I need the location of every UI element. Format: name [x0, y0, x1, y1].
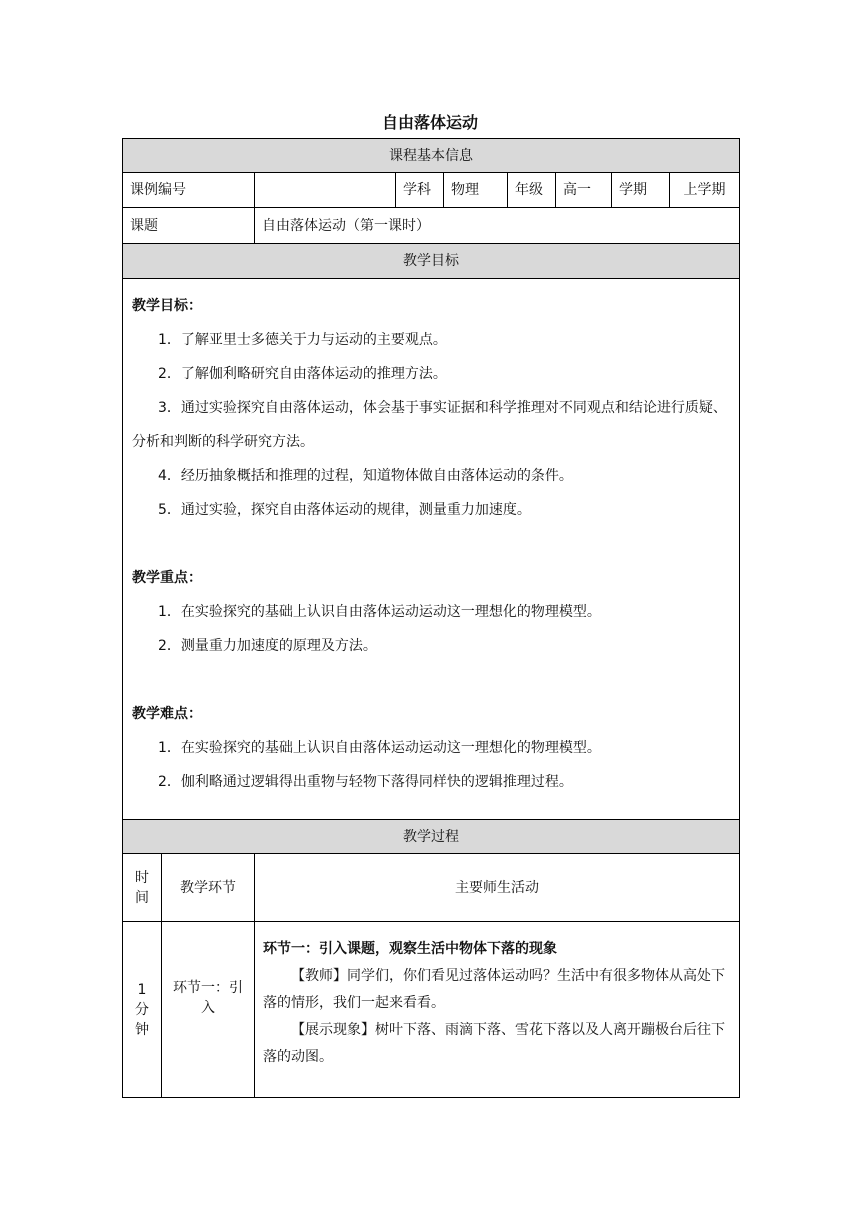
stage-column-header: 教学环节: [162, 854, 255, 922]
activity-paragraph: 【教师】同学们，你们看见过落体运动吗？生活中有很多物体从高处下落的情形，我们一起来看看。: [263, 968, 725, 1011]
lesson-plan-table: [122, 138, 740, 1098]
key-point-item: 1．在实验探究的基础上认识自由落体运动运动这一理想化的物理模型。: [158, 604, 601, 620]
goal-item: 4．经历抽象概括和推理的过程，知道物体做自由落体运动的条件。: [158, 468, 573, 484]
subject-value: 物理: [444, 173, 508, 208]
activity-column-header: 主要师生活动: [255, 854, 740, 922]
time-value: 钟: [135, 1021, 149, 1038]
row-stage: [162, 922, 255, 1098]
semester-label: 学期: [612, 173, 670, 208]
row-time: [123, 922, 162, 1098]
difficulties-title: 教学难点：: [132, 706, 202, 722]
key-points-title: 教学重点：: [132, 570, 202, 586]
goal-item: 2．了解伽利略研究自由落体运动的推理方法。: [158, 366, 447, 382]
activity-title: 环节一：引入课题，观察生活中物体下落的现象: [263, 941, 557, 957]
difficulty-item: 1．在实验探究的基础上认识自由落体运动运动这一理想化的物理模型。: [158, 740, 601, 756]
objectives-body: [123, 279, 740, 820]
time-value: 1: [137, 981, 147, 998]
key-point-item: 2．测量重力加速度的原理及方法。: [158, 638, 377, 654]
semester-value: 上学期: [670, 173, 740, 208]
time-header-char: 间: [135, 889, 149, 906]
topic-label: 课题: [123, 208, 255, 244]
basic-info-header: 课程基本信息: [123, 139, 740, 173]
process-header: 教学过程: [123, 820, 740, 854]
goal-item: 5．通过实验，探究自由落体运动的规律，测量重力加速度。: [158, 502, 531, 518]
difficulty-item: 2．伽利略通过逻辑得出重物与轻物下落得同样快的逻辑推理过程。: [158, 774, 573, 790]
time-header-char: 时: [135, 869, 149, 886]
objectives-header: 教学目标: [123, 244, 740, 279]
row-activities: [255, 922, 740, 1098]
grade-value: 高一: [556, 173, 612, 208]
goal-item: 3．通过实验探究自由落体运动，体会基于事实证据和科学推理对不同观点和结论进行质疑、分析和判断的科学研究方法。: [132, 400, 727, 450]
goals-title: 教学目标：: [132, 298, 202, 314]
time-column-header: [123, 854, 162, 922]
stage-text: 环节一：引: [173, 980, 243, 996]
case-no-value: [255, 173, 396, 208]
topic-value: 自由落体运动（第一课时）: [255, 208, 740, 244]
document-title: 自由落体运动: [381, 113, 478, 132]
subject-label: 学科: [396, 173, 444, 208]
time-value: 分: [135, 1001, 149, 1018]
grade-label: 年级: [508, 173, 556, 208]
activity-paragraph: 【展示现象】树叶下落、雨滴下落、雪花下落以及人离开蹦极台后往下落的动图。: [263, 1022, 725, 1065]
goal-item: 1．了解亚里士多德关于力与运动的主要观点。: [158, 332, 447, 348]
case-no-label: 课例编号: [123, 173, 255, 208]
stage-text: 入: [201, 1000, 215, 1016]
